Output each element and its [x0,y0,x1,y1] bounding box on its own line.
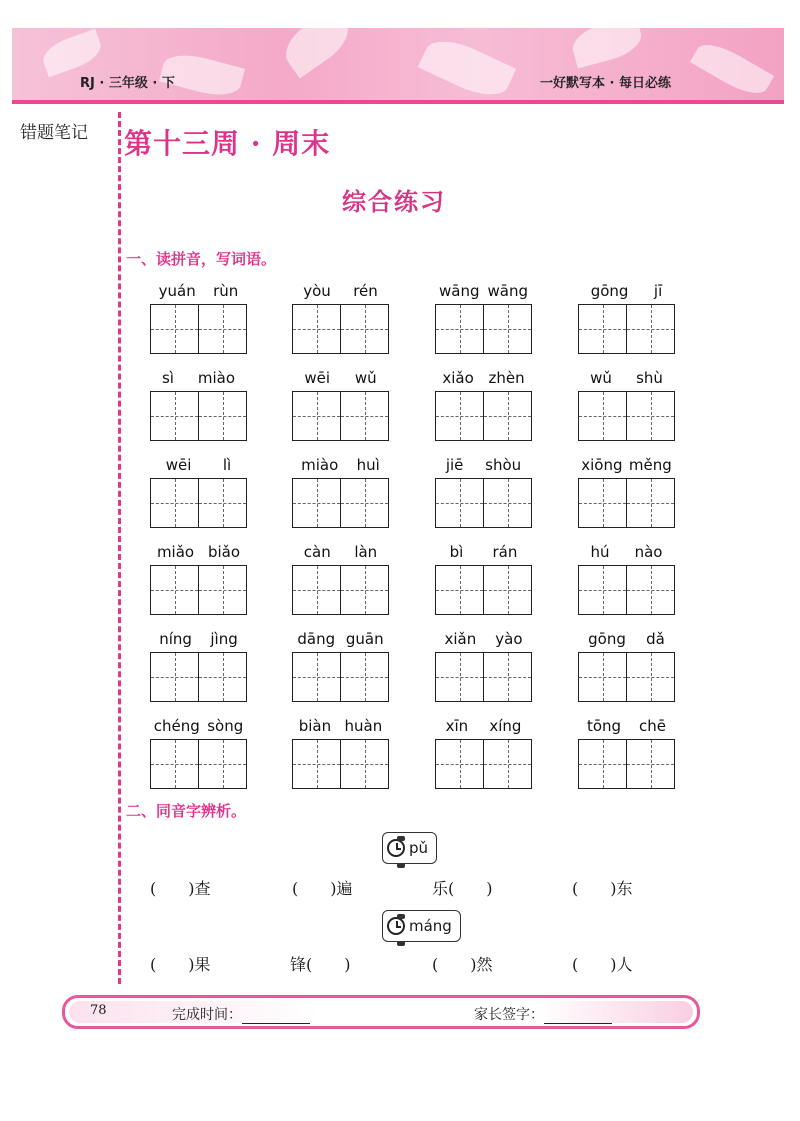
writing-boxes [150,565,247,615]
writing-boxes [435,478,532,528]
writing-cell[interactable] [436,566,483,614]
pinyin-label [150,456,247,476]
writing-cell[interactable] [483,740,531,788]
writing-cell[interactable] [626,479,674,527]
pinyin-syllable: zhèn [488,369,525,387]
writing-cell[interactable] [436,653,483,701]
header-left-text: RJ · 三年级 · 下 [80,76,175,91]
pinyin-syllable: shòu [485,456,522,474]
word-item [292,543,389,615]
writing-cell[interactable] [293,653,340,701]
writing-cell[interactable] [340,479,388,527]
pinyin-syllable: wǔ [354,369,377,387]
pinyin-label [150,717,247,737]
pinyin-syllable: níng [159,630,192,648]
writing-cell[interactable] [579,653,626,701]
pinyin-label [435,543,532,563]
writing-boxes [578,304,675,354]
section1-title: 一、读拼音，写词语。 [126,250,277,268]
writing-boxes [578,565,675,615]
watch-icon [387,917,405,935]
writing-cell[interactable] [483,566,531,614]
writing-cell[interactable] [483,392,531,440]
pinyin-syllable: yào [495,630,523,648]
pinyin-syllable: chē [639,717,666,735]
writing-cell[interactable] [198,566,246,614]
fill-blank[interactable]: ( )查 [150,879,211,898]
pinyin-syllable: měng [628,456,672,474]
word-item [150,717,247,789]
writing-cell[interactable] [483,305,531,353]
pinyin-syllable: jī [653,282,663,300]
word-item [578,543,675,615]
pinyin-label [578,717,675,737]
pinyin-syllable: wēi [304,369,331,387]
writing-boxes [150,652,247,702]
header-banner [12,28,784,104]
pinyin-syllable: xíng [489,717,522,735]
parent-signature [474,1004,612,1024]
word-item [150,630,247,702]
word-item [292,369,389,441]
writing-cell[interactable] [579,392,626,440]
pinyin-syllable: dǎ [646,630,665,648]
word-item [578,282,675,354]
writing-boxes [435,391,532,441]
word-item [435,456,532,528]
page-number: 78 [90,1003,107,1018]
writing-cell[interactable] [483,653,531,701]
completion-time-field[interactable] [242,1010,310,1024]
writing-cell[interactable] [198,479,246,527]
writing-cell[interactable] [151,305,198,353]
pinyin-label [435,717,532,737]
pinyin-label [292,717,389,737]
fill-blank[interactable]: ( )东 [572,879,633,898]
writing-cell[interactable] [198,653,246,701]
section2-title: 二、同音字辨析。 [126,802,247,820]
pinyin-syllable: càn [303,543,331,561]
writing-cell[interactable] [293,740,340,788]
page-title: 综合练习 [342,188,446,216]
pinyin-syllable: huì [356,456,380,474]
pinyin-label [292,282,389,302]
writing-boxes [435,652,532,702]
writing-cell[interactable] [436,305,483,353]
pinyin-syllable: gōng [590,282,629,300]
writing-cell[interactable] [151,479,198,527]
word-item [150,282,247,354]
pinyin-label [150,630,247,650]
pinyin-syllable: jìng [210,630,238,648]
word-item [578,717,675,789]
writing-cell[interactable] [436,479,483,527]
fill-blank[interactable]: ( )果 [150,955,211,974]
pinyin-syllable: biàn [298,717,332,735]
pinyin-syllable: xiǎo [442,369,474,387]
fill-blank[interactable]: 锋( ) [290,955,351,974]
pinyin-label [150,369,247,389]
writing-boxes [435,739,532,789]
pinyin-label [578,282,675,302]
word-item [292,282,389,354]
writing-cell[interactable] [626,392,674,440]
pinyin-syllable: xiōng [581,456,623,474]
completion-time-label: 完成时间： [172,1007,242,1023]
writing-cell[interactable] [436,740,483,788]
writing-boxes [578,478,675,528]
pinyin-syllable: lì [222,456,232,474]
writing-cell[interactable] [436,392,483,440]
pinyin-syllable: miào [197,369,236,387]
parent-signature-field[interactable] [544,1010,612,1024]
word-item [150,369,247,441]
pinyin-syllable: miǎo [156,543,195,561]
writing-boxes [150,391,247,441]
pinyin-syllable: rén [353,282,378,300]
pinyin-syllable: biǎo [207,543,241,561]
pinyin-tag-label: máng [409,917,452,935]
writing-boxes [292,652,389,702]
pinyin-syllable: hú [590,543,610,561]
writing-cell[interactable] [340,740,388,788]
pinyin-tag-label: pǔ [409,839,429,857]
writing-boxes [292,391,389,441]
writing-cell[interactable] [340,653,388,701]
writing-cell[interactable] [293,479,340,527]
pinyin-label [292,456,389,476]
writing-boxes [150,478,247,528]
writing-cell[interactable] [340,392,388,440]
pinyin-syllable: sì [161,369,174,387]
pinyin-syllable: jiē [445,456,464,474]
writing-cell[interactable] [293,566,340,614]
writing-boxes [150,304,247,354]
pinyin-syllable: sòng [207,717,244,735]
side-label: 错题笔记 [20,123,88,143]
pinyin-syllable: guān [345,630,384,648]
pinyin-label [150,543,247,563]
writing-cell[interactable] [626,305,674,353]
pinyin-label [292,630,389,650]
writing-boxes [578,739,675,789]
pinyin-label [578,543,675,563]
pinyin-label [435,456,532,476]
word-item [435,282,532,354]
writing-boxes [292,739,389,789]
pinyin-label [150,282,247,302]
pinyin-syllable: tōng [586,717,622,735]
writing-cell[interactable] [293,305,340,353]
writing-cell[interactable] [198,305,246,353]
fill-blank[interactable]: ( )遍 [292,879,353,898]
word-item [435,369,532,441]
writing-cell[interactable] [579,566,626,614]
word-item [150,543,247,615]
pinyin-syllable: làn [354,543,378,561]
pinyin-tag-pu [382,832,437,864]
word-item [578,456,675,528]
header-right-text: 一好默写本 · 每日必练 [540,76,671,91]
writing-cell[interactable] [626,566,674,614]
writing-cell[interactable] [483,479,531,527]
writing-cell[interactable] [626,653,674,701]
fill-blank[interactable]: ( )人 [572,955,633,974]
word-item [435,543,532,615]
pinyin-syllable: dāng [297,630,336,648]
word-item [150,456,247,528]
pinyin-syllable: wēi [165,456,192,474]
pinyin-label [292,543,389,563]
writing-cell[interactable] [151,653,198,701]
pinyin-syllable: nào [634,543,663,561]
pinyin-syllable: wāng [487,282,528,300]
pinyin-syllable: huàn [344,717,383,735]
writing-cell[interactable] [293,392,340,440]
pinyin-syllable: xiǎn [444,630,477,648]
writing-boxes [292,304,389,354]
writing-boxes [292,478,389,528]
pinyin-label [578,630,675,650]
parent-signature-label: 家长签字： [474,1007,544,1023]
word-item [435,717,532,789]
pinyin-syllable: gōng [588,630,626,648]
pinyin-syllable: wāng [439,282,480,300]
pinyin-label [292,369,389,389]
pinyin-syllable: rùn [213,282,239,300]
word-item [292,717,389,789]
writing-cell[interactable] [151,566,198,614]
word-item [292,630,389,702]
side-divider [118,112,121,984]
pinyin-tag-mang [382,910,461,942]
writing-boxes [150,739,247,789]
pinyin-label [435,630,532,650]
writing-cell[interactable] [151,740,198,788]
word-item [578,630,675,702]
writing-cell[interactable] [579,305,626,353]
pinyin-label [578,369,675,389]
week-title: 第十三周 · 周末 [124,127,331,160]
writing-cell[interactable] [340,566,388,614]
watch-icon [387,839,405,857]
pinyin-syllable: chéng [153,717,200,735]
pinyin-syllable: rán [492,543,518,561]
writing-cell[interactable] [579,479,626,527]
writing-cell[interactable] [198,392,246,440]
writing-boxes [435,565,532,615]
pinyin-syllable: yòu [303,282,331,300]
pinyin-label [578,456,675,476]
writing-boxes [435,304,532,354]
word-item [292,456,389,528]
pinyin-label [435,369,532,389]
pinyin-label [435,282,532,302]
word-item [578,369,675,441]
writing-boxes [578,652,675,702]
pinyin-syllable: xīn [445,717,469,735]
fill-blank[interactable]: 乐( ) [432,879,493,898]
writing-cell[interactable] [340,305,388,353]
fill-blank[interactable]: ( )然 [432,955,493,974]
writing-boxes [292,565,389,615]
pinyin-syllable: miào [301,456,339,474]
writing-cell[interactable] [151,392,198,440]
writing-cell[interactable] [198,740,246,788]
word-item [435,630,532,702]
writing-cell[interactable] [579,740,626,788]
completion-time [172,1004,310,1024]
pinyin-syllable: bì [449,543,464,561]
writing-cell[interactable] [626,740,674,788]
pinyin-syllable: yuán [158,282,196,300]
pinyin-syllable: wǔ [590,369,612,387]
pinyin-syllable: shù [636,369,663,387]
writing-boxes [578,391,675,441]
